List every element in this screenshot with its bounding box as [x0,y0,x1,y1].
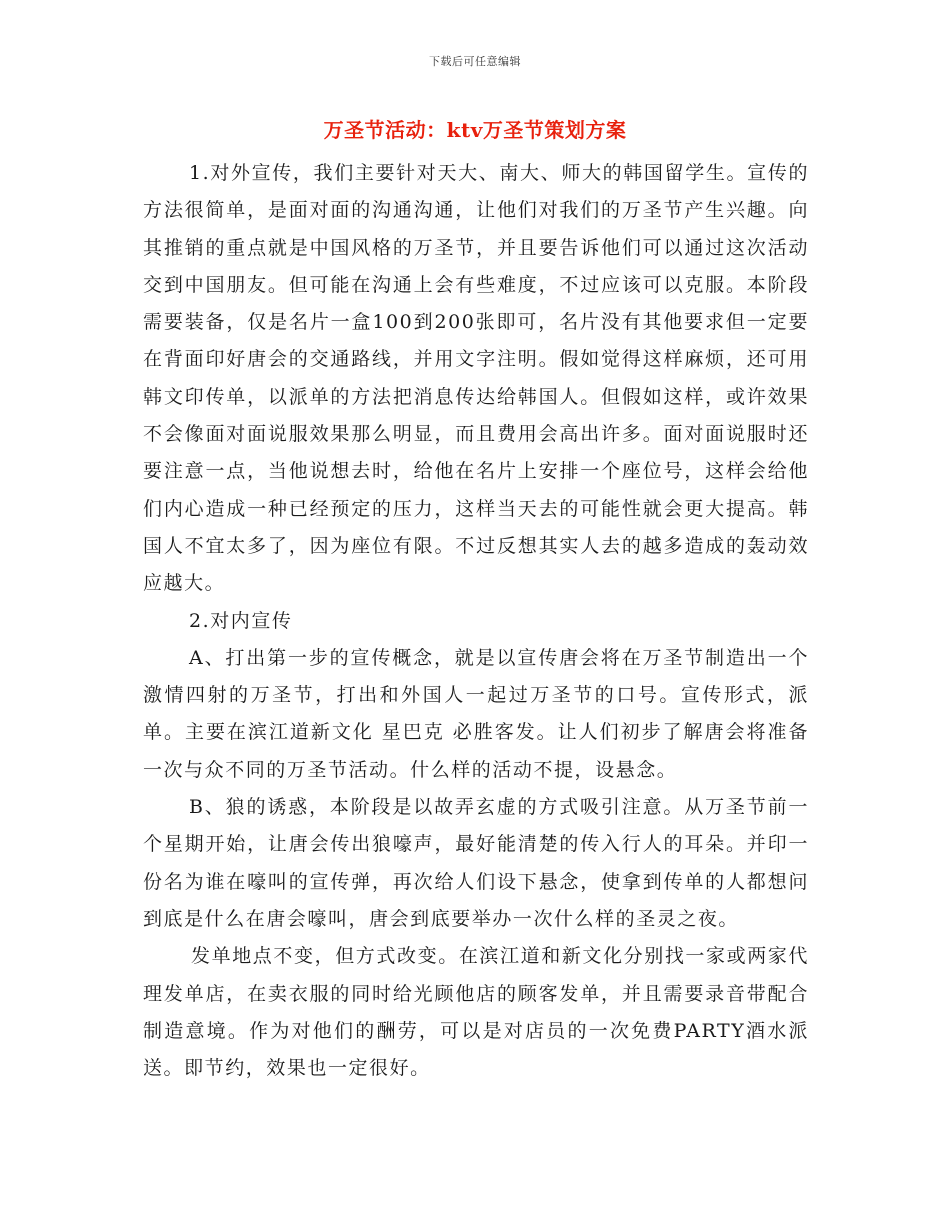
paragraph-internal-promotion-heading: 2.对内宣传 [189,609,293,632]
header-note: 下载后可任意编辑 [429,55,521,68]
paragraph-external-promotion: 1.对外宣传，我们主要针对天大、南大、师大的韩国留学生。宣传的方法很简单，是面对面的沟通沟通，让他们对我们的万圣节产生兴趣。向其推销的重点就是中国风格的万圣节，并且要告诉他们可以通过这次活动交到中国朋友。但可能在沟通上会有些难度，不过应该可以克服。本阶段需要装备，仅是名片一盒100到200张即可，名片没有其他要求但一定要在背面印好唐会的交通路线，并用文字注明。假如觉得这样麻烦，还可用韩文印传单，以派单的方法把消息传达给韩国人。但假如这样，或许效果不会像面对面说服效果那么明显，而且费用会高出许多。面对面说服时还要注意一点，当他说想去时，给他在名片上安排一个座位号，这样会给他们内心造成一种已经预定的压力，这样当天去的可能性就会更大提高。韩国人不宜太多了，因为座位有限。不过反想其实人去的越多造成的轰动效应越大。 [143,162,809,595]
document-body [143,155,809,1087]
paragraph-stage-b: B、狼的诱惑，本阶段是以故弄玄虚的方式吸引注意。从万圣节前一个星期开始，让唐会传出狼嚎声，最好能清楚的传入行人的耳朵。并印一份名为谁在嚎叫的宣传弹，再次给人们设下悬念，使拿到传单的人都想问到底是什么在唐会嚎叫，唐会到底要举办一次什么样的圣灵之夜。 [143,796,809,930]
paragraph-stage-a: A、打出第一步的宣传概念，就是以宣传唐会将在万圣节制造出一个激情四射的万圣节，打出和外国人一起过万圣节的口号。宣传形式，派单。主要在滨江道新文化 星巴克 必胜客发。让人们初步了解唐会将准备一次与众不同的万圣节活动。什么样的活动不提，设悬念。 [143,646,809,781]
paragraph-flyer-distribution: 发单地点不变，但方式改变。在滨江道和新文化分别找一家或两家代理发单店，在卖衣服的同时给光顾他店的顾客发单，并且需要录音带配合制造意境。作为对他们的酬劳，可以是对店员的一次免费PARTY酒水派送。即节约，效果也一定很好。 [143,945,809,1080]
document-title: 万圣节活动：ktv万圣节策划方案 [323,118,627,142]
